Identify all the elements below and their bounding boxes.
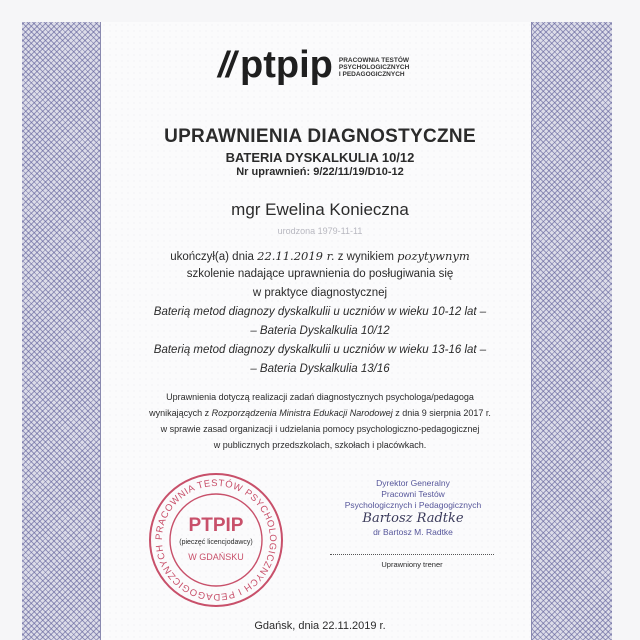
training-line: szkolenie nadające uprawnienia do posługiwania się bbox=[186, 268, 454, 280]
completion-result: pozytywnym bbox=[397, 249, 470, 263]
certificate-subtitle: BATERIA DYSKALKULIA 10/12 bbox=[225, 150, 415, 165]
logo-wordmark: ptpip bbox=[240, 43, 333, 86]
signature-line bbox=[330, 554, 494, 555]
trainer-name: dr Bartosz M. Radtke bbox=[373, 527, 453, 537]
license-stamp bbox=[146, 470, 286, 610]
stamp-ring-text: PRACOWNIA TESTÓW PSYCHOLOGICZNYCH I PEDAGOGICZNYCH bbox=[153, 477, 279, 603]
certificate-title: UPRAWNIENIA DIAGNOSTYCZNE bbox=[164, 126, 476, 147]
logo-mark: // bbox=[218, 44, 235, 85]
stamp-city: W GDAŃSKU bbox=[188, 552, 244, 562]
completion-date: 22.11.2019 r. bbox=[257, 249, 335, 263]
legal-line-4: w publicznych przedszkolach, szkołach i placówkach. bbox=[213, 440, 427, 450]
birth-line: urodzona 1979-11-11 bbox=[277, 226, 363, 236]
place-date: Gdańsk, dnia 22.11.2019 r. bbox=[254, 620, 386, 632]
trainer-stamp: Dyrektor Generalny Pracowni Testów Psychologicznych i Pedagogicznych Bartosz Radtke dr Bartosz M. Radtke bbox=[318, 478, 508, 538]
permission-number: Nr uprawnień: 9/22/11/19/D10-12 bbox=[236, 166, 404, 178]
logo-subtitle: PRACOWNIA TESTÓW PSYCHOLOGICZNYCH I PEDAGOGICZNYCH bbox=[338, 56, 410, 78]
practice-line: w praktyce diagnostycznej bbox=[252, 287, 388, 299]
battery-name-1: – Bateria Dyskalkulia 10/12 bbox=[250, 325, 390, 337]
stamp-brand: PTPIP bbox=[188, 515, 244, 536]
battery-line-2: Baterią metod diagnozy dyskalkulii u uczniów w wieku 13-16 lat – bbox=[153, 344, 487, 356]
completion-line: ukończył(a) dnia 22.11.2019 r. z wynikiem pozytywnym bbox=[170, 249, 470, 263]
legal-line-2: wynikających z Rozporządzenia Ministra Edukacji Narodowej z dnia 9 sierpnia 2017 r. bbox=[149, 408, 491, 418]
trainer-signature: Bartosz Radtke bbox=[362, 511, 464, 526]
ptpip-logo bbox=[218, 40, 409, 90]
holder-name: mgr Ewelina Konieczna bbox=[231, 200, 409, 219]
legal-line-1: Uprawnienia dotyczą realizacji zadań diagnostycznych psychologa/pedagoga bbox=[166, 392, 474, 402]
legal-line-3: w sprawie zasad organizacji i udzielania pomocy psychologiczno-pedagogicznej bbox=[160, 424, 480, 434]
stamp-seal-label: (pieczęć licencjodawcy) bbox=[179, 539, 253, 546]
battery-name-2: – Bateria Dyskalkulia 13/16 bbox=[250, 363, 390, 375]
trainer-label: Uprawniony trener bbox=[381, 560, 443, 569]
stamp-seal-graphic bbox=[146, 470, 286, 610]
battery-line-1: Baterią metod diagnozy dyskalkulii u uczniów w wieku 10-12 lat – bbox=[153, 306, 487, 318]
